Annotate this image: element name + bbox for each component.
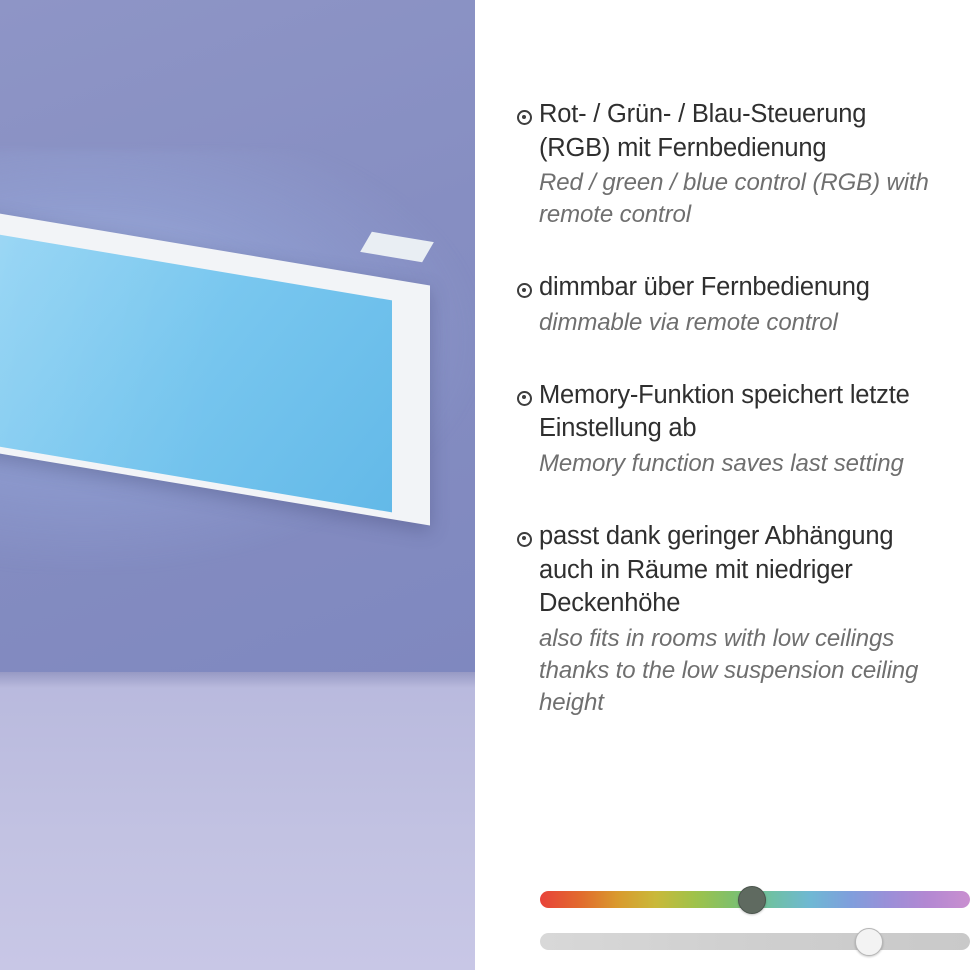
ring-bullet-icon xyxy=(517,520,539,719)
ring-bullet-icon xyxy=(517,271,539,339)
wall-shadow xyxy=(0,672,475,688)
feature-text-en: dimmable via remote control xyxy=(539,308,838,336)
feature-item xyxy=(517,520,936,719)
color-slider[interactable] xyxy=(540,886,970,912)
feature-list xyxy=(475,0,970,970)
brightness-slider[interactable] xyxy=(540,928,970,954)
feature-text-en: also fits in rooms with low ceilings thanks to the low suspension ceiling height xyxy=(539,624,919,716)
feature-text-en: Memory function saves last setting xyxy=(539,450,904,477)
product-photo xyxy=(0,0,475,970)
feature-text-de: Rot- / Grün- / Blau-Steuerung (RGB) mit Fernbedienung xyxy=(539,100,867,162)
wall-surface xyxy=(0,672,475,970)
feature-item xyxy=(517,379,936,480)
feature-item xyxy=(517,271,936,339)
color-slider-knob[interactable] xyxy=(738,886,766,914)
ring-bullet-icon xyxy=(517,98,539,231)
feature-text-de: dimmbar über Fernbedienung xyxy=(539,273,870,302)
feature-text-de: Memory-Funktion speichert letzte Einstellung ab xyxy=(539,380,910,443)
slider-controls xyxy=(540,886,970,970)
feature-item xyxy=(517,98,936,231)
brightness-slider-track[interactable] xyxy=(540,933,970,950)
feature-text-de: passt dank geringer Abhängung auch in Räume mit niedriger Deckenhöhe xyxy=(539,521,894,618)
ring-bullet-icon xyxy=(517,379,539,480)
feature-text-en: Red / green / blue control (RGB) with remote control xyxy=(539,169,929,229)
brightness-slider-knob[interactable] xyxy=(855,928,883,956)
